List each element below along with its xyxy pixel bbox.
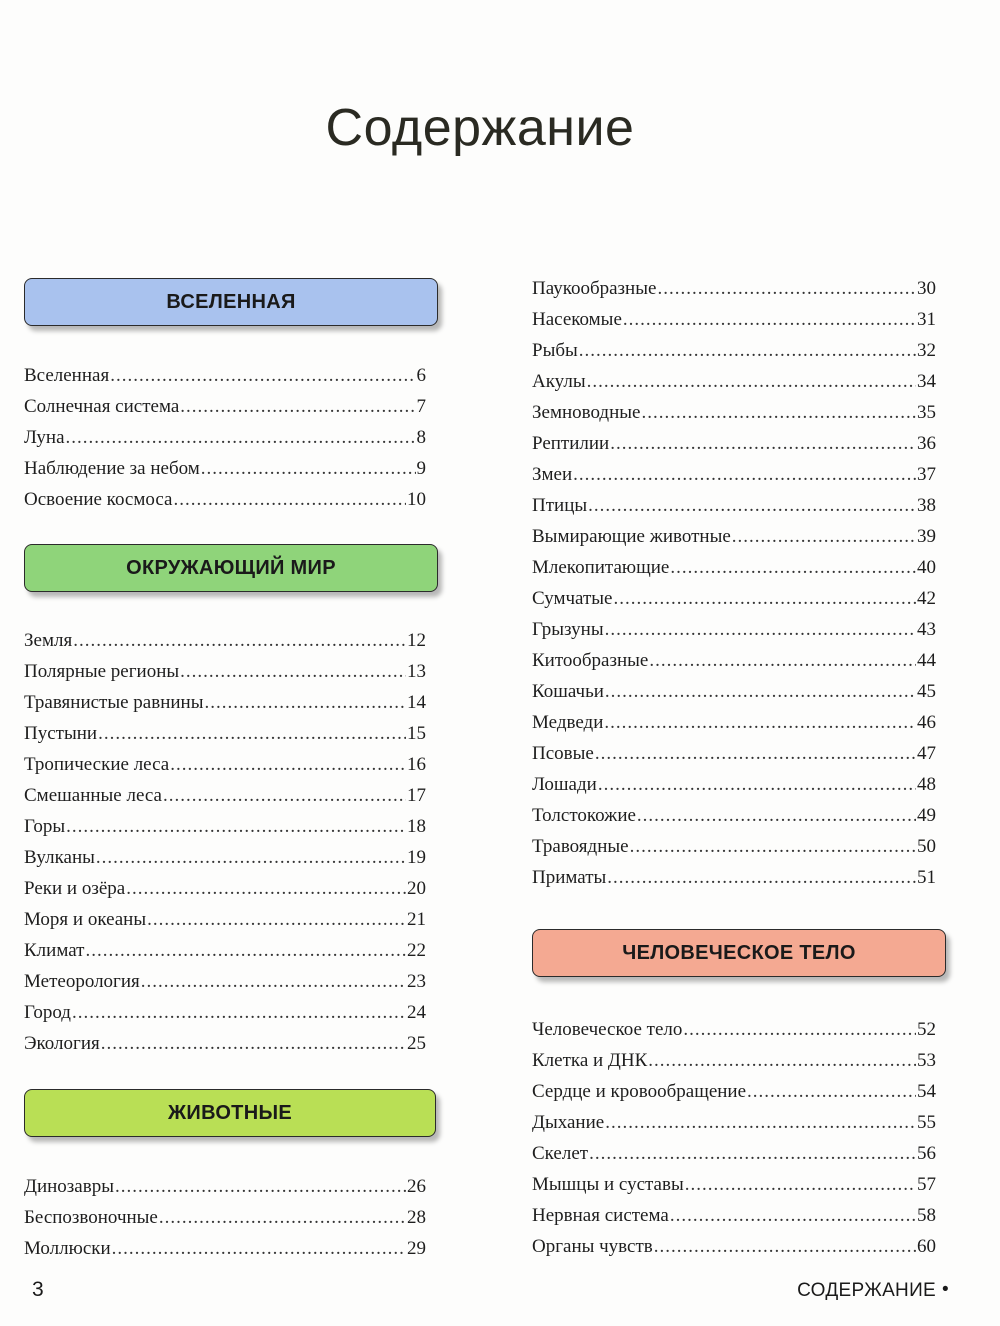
toc-leader-dots: [630, 831, 916, 862]
toc-leader-dots: [732, 521, 916, 552]
toc-leader-dots: [683, 1014, 916, 1045]
toc-leader-dots: [587, 366, 916, 397]
toc-entry[interactable]: [532, 459, 936, 490]
toc-entry-page: 42: [917, 588, 936, 609]
toc-entry[interactable]: [532, 769, 936, 800]
entries-animals: [24, 1171, 426, 1264]
toc-entry[interactable]: [24, 453, 426, 484]
toc-entry[interactable]: [532, 614, 936, 645]
toc-entry-page: 48: [917, 774, 936, 795]
toc-entry-page: 36: [917, 433, 936, 454]
toc-entry-page: 19: [407, 847, 426, 868]
toc-entry[interactable]: [532, 1169, 936, 1200]
toc-leader-dots: [670, 1200, 916, 1231]
toc-entry-page: 8: [416, 427, 426, 448]
toc-entry-title: Реки и озёра: [24, 878, 126, 899]
toc-leader-dots: [141, 966, 406, 997]
toc-entry-page: 30: [917, 278, 936, 299]
toc-leader-dots: [204, 687, 406, 718]
toc-entry-page: 35: [917, 402, 936, 423]
toc-entry-page: 52: [917, 1019, 936, 1040]
toc-entry[interactable]: [24, 780, 426, 811]
toc-entry-page: 46: [917, 712, 936, 733]
toc-entry[interactable]: [24, 935, 426, 966]
toc-entry[interactable]: [532, 1138, 936, 1169]
toc-entry-title: Органы чувств: [532, 1236, 653, 1257]
toc-leader-dots: [605, 676, 916, 707]
toc-leader-dots: [654, 1231, 916, 1262]
section-header-human[interactable]: ЧЕЛОВЕЧЕСКОЕ ТЕЛО: [532, 929, 946, 977]
toc-leader-dots: [637, 800, 916, 831]
toc-entry-title: Скелет: [532, 1143, 589, 1164]
toc-entry-title: Кошачьи: [532, 681, 604, 702]
toc-leader-dots: [649, 645, 916, 676]
toc-leader-dots: [147, 904, 406, 935]
toc-entry-title: Пустыни: [24, 723, 98, 744]
toc-entry-title: Наблюдение за небом: [24, 458, 200, 479]
toc-entry[interactable]: [24, 656, 426, 687]
toc-entry-page: 6: [416, 365, 426, 386]
toc-leader-dots: [159, 1202, 406, 1233]
toc-entry[interactable]: [532, 335, 936, 366]
toc-entry-title: Беспозвоночные: [24, 1207, 158, 1228]
toc-entry-page: 40: [917, 557, 936, 578]
toc-entry[interactable]: [532, 583, 936, 614]
toc-entry[interactable]: [24, 749, 426, 780]
footer-section-label: СОДЕРЖАНИЕ: [797, 1280, 936, 1301]
toc-leader-dots: [201, 453, 416, 484]
entries-animals-continued: [532, 273, 936, 893]
toc-entry[interactable]: [24, 1233, 426, 1264]
toc-leader-dots: [163, 780, 406, 811]
toc-entry[interactable]: [532, 1076, 936, 1107]
toc-entry-title: Травянистые равнины: [24, 692, 204, 713]
toc-entry[interactable]: [532, 304, 936, 335]
toc-entry-title: Насекомые: [532, 309, 622, 330]
toc-entry[interactable]: [532, 645, 936, 676]
toc-entry-page: 57: [917, 1174, 936, 1195]
toc-leader-dots: [648, 1045, 916, 1076]
toc-entry-title: Млекопитающие: [532, 557, 670, 578]
toc-entry[interactable]: [24, 718, 426, 749]
toc-entry-title: Горы: [24, 816, 66, 837]
toc-entry-title: Нервная система: [532, 1205, 669, 1226]
toc-entry-title: Мышцы и суставы: [532, 1174, 684, 1195]
toc-entry[interactable]: [532, 1045, 936, 1076]
toc-leader-dots: [598, 769, 916, 800]
toc-entry-page: 16: [407, 754, 426, 775]
toc-leader-dots: [589, 1138, 916, 1169]
toc-leader-dots: [595, 738, 916, 769]
toc-entry-page: 10: [407, 489, 426, 510]
entries-world: [24, 625, 426, 1059]
toc-entry-page: 28: [407, 1207, 426, 1228]
toc-entry-page: 23: [407, 971, 426, 992]
toc-entry-title: Солнечная система: [24, 396, 180, 417]
toc-entry-title: Город: [24, 1002, 71, 1023]
toc-entry-page: 15: [407, 723, 426, 744]
toc-leader-dots: [579, 335, 916, 366]
toc-entry-title: Паукообразные: [532, 278, 657, 299]
toc-entry-page: 31: [917, 309, 936, 330]
section-header-universe[interactable]: ВСЕЛЕННАЯ: [24, 278, 438, 326]
toc-entry-page: 12: [407, 630, 426, 651]
toc-entry-title: Рыбы: [532, 340, 578, 361]
toc-entry-page: 22: [407, 940, 426, 961]
toc-entry[interactable]: [532, 707, 936, 738]
toc-entry[interactable]: [532, 428, 936, 459]
toc-entry[interactable]: [24, 625, 426, 656]
toc-entry-page: 60: [917, 1236, 936, 1257]
toc-entry-title: Вулканы: [24, 847, 95, 868]
toc-leader-dots: [623, 304, 916, 335]
toc-entry[interactable]: [24, 422, 426, 453]
toc-entry-title: Земля: [24, 630, 73, 651]
toc-entry-page: 53: [917, 1050, 936, 1071]
toc-entry-page: 44: [917, 650, 936, 671]
toc-entry-title: Полярные регионы: [24, 661, 180, 682]
toc-entry[interactable]: [24, 997, 426, 1028]
toc-leader-dots: [73, 625, 406, 656]
page-title: Содержание: [325, 99, 635, 157]
toc-leader-dots: [173, 484, 406, 515]
toc-entry[interactable]: [532, 521, 936, 552]
toc-entry-page: 47: [917, 743, 936, 764]
toc-leader-dots: [66, 422, 416, 453]
toc-leader-dots: [641, 397, 916, 428]
toc-leader-dots: [110, 360, 415, 391]
toc-entry-title: Псовые: [532, 743, 594, 764]
toc-leader-dots: [96, 842, 406, 873]
toc-entry[interactable]: [24, 1171, 426, 1202]
toc-entry-title: Вымирающие животные: [532, 526, 731, 547]
toc-leader-dots: [180, 391, 415, 422]
toc-entry-page: 39: [917, 526, 936, 547]
toc-entry[interactable]: [24, 1028, 426, 1059]
toc-entry-title: Земноводные: [532, 402, 641, 423]
toc-entry-page: 38: [917, 495, 936, 516]
toc-entry[interactable]: [24, 484, 426, 515]
toc-entry[interactable]: [532, 1231, 936, 1262]
footer-page-number: 3: [32, 1278, 44, 1301]
toc-leader-dots: [115, 1171, 406, 1202]
toc-entry-title: Моря и океаны: [24, 909, 147, 930]
toc-leader-dots: [607, 862, 916, 893]
toc-entry-title: Травоядные: [532, 836, 629, 857]
toc-entry-page: 25: [407, 1033, 426, 1054]
toc-entry-page: 26: [407, 1176, 426, 1197]
toc-entry[interactable]: [532, 1107, 936, 1138]
toc-entry-page: 55: [917, 1112, 936, 1133]
toc-entry-title: Китообразные: [532, 650, 649, 671]
toc-entry-title: Клетка и ДНК: [532, 1050, 648, 1071]
toc-leader-dots: [605, 614, 916, 645]
toc-entry-title: Вселенная: [24, 365, 110, 386]
toc-entry[interactable]: [24, 1202, 426, 1233]
toc-entry-page: 58: [917, 1205, 936, 1226]
toc-entry[interactable]: [24, 873, 426, 904]
toc-entry[interactable]: [532, 1200, 936, 1231]
toc-entry-page: 49: [917, 805, 936, 826]
toc-entry[interactable]: [24, 687, 426, 718]
toc-entry[interactable]: [532, 738, 936, 769]
toc-leader-dots: [685, 1169, 916, 1200]
toc-entry[interactable]: [532, 831, 936, 862]
toc-entry-page: 34: [917, 371, 936, 392]
toc-entry[interactable]: [532, 273, 936, 304]
toc-entry-page: 14: [407, 692, 426, 713]
toc-leader-dots: [573, 459, 916, 490]
toc-entry-title: Экология: [24, 1033, 100, 1054]
toc-leader-dots: [72, 997, 406, 1028]
toc-entry[interactable]: [532, 1014, 936, 1045]
toc-entry-page: 50: [917, 836, 936, 857]
toc-entry-title: Динозавры: [24, 1176, 114, 1197]
toc-entry-page: 29: [407, 1238, 426, 1259]
toc-entry-title: Лошади: [532, 774, 597, 795]
toc-entry-page: 13: [407, 661, 426, 682]
toc-entry-page: 56: [917, 1143, 936, 1164]
toc-entry-title: Приматы: [532, 867, 607, 888]
toc-leader-dots: [112, 1233, 406, 1264]
toc-entry[interactable]: [24, 360, 426, 391]
footer-bullet-icon: •: [942, 1279, 949, 1300]
toc-leader-dots: [126, 873, 406, 904]
toc-entry-page: 54: [917, 1081, 936, 1102]
section-header-animals[interactable]: ЖИВОТНЫЕ: [24, 1089, 436, 1137]
toc-entry-title: Человеческое тело: [532, 1019, 683, 1040]
toc-entry-page: 17: [407, 785, 426, 806]
toc-entry-page: 9: [416, 458, 426, 479]
toc-entry-title: Рептилии: [532, 433, 610, 454]
section-header-world[interactable]: ОКРУЖАЮЩИЙ МИР: [24, 544, 438, 592]
toc-entry[interactable]: [532, 490, 936, 521]
toc-entry-page: 20: [407, 878, 426, 899]
toc-entry-title: Климат: [24, 940, 85, 961]
toc-entry-page: 51: [917, 867, 936, 888]
toc-leader-dots: [170, 749, 406, 780]
toc-leader-dots: [66, 811, 406, 842]
toc-leader-dots: [670, 552, 916, 583]
toc-leader-dots: [85, 935, 406, 966]
toc-entry[interactable]: [532, 800, 936, 831]
toc-entry-page: 21: [407, 909, 426, 930]
toc-entry-page: 43: [917, 619, 936, 640]
toc-entry[interactable]: [24, 842, 426, 873]
toc-entry-page: 32: [917, 340, 936, 361]
toc-entry-title: Освоение космоса: [24, 489, 173, 510]
toc-entry[interactable]: [24, 811, 426, 842]
toc-leader-dots: [101, 1028, 406, 1059]
toc-entry[interactable]: [532, 552, 936, 583]
toc-entry-title: Сердце и кровообращение: [532, 1081, 747, 1102]
toc-entry-title: Метеорология: [24, 971, 140, 992]
toc-entry[interactable]: [24, 904, 426, 935]
toc-leader-dots: [98, 718, 406, 749]
toc-leader-dots: [613, 583, 916, 614]
toc-entry-title: Сумчатые: [532, 588, 613, 609]
toc-entry-title: Толстокожие: [532, 805, 636, 826]
toc-entry-title: Медведи: [532, 712, 604, 733]
toc-entry-title: Смешанные леса: [24, 785, 162, 806]
toc-entry-page: 7: [416, 396, 426, 417]
toc-entry-title: Луна: [24, 427, 65, 448]
toc-leader-dots: [610, 428, 916, 459]
toc-entry-title: Акулы: [532, 371, 586, 392]
toc-entry-page: 18: [407, 816, 426, 837]
toc-entry-page: 24: [407, 1002, 426, 1023]
toc-leader-dots: [180, 656, 406, 687]
entries-universe: [24, 360, 426, 515]
toc-leader-dots: [605, 1107, 916, 1138]
toc-leader-dots: [588, 490, 916, 521]
toc-entry-title: Грызуны: [532, 619, 604, 640]
toc-entry-title: Тропические леса: [24, 754, 170, 775]
toc-entry-title: Змеи: [532, 464, 573, 485]
toc-entry[interactable]: [532, 676, 936, 707]
toc-entry-title: Моллюски: [24, 1238, 111, 1259]
toc-entry-title: Птицы: [532, 495, 588, 516]
toc-entry[interactable]: [532, 366, 936, 397]
toc-entry-page: 37: [917, 464, 936, 485]
toc-leader-dots: [604, 707, 916, 738]
toc-leader-dots: [657, 273, 916, 304]
toc-entry[interactable]: [532, 397, 936, 428]
entries-human: [532, 1014, 936, 1262]
toc-entry[interactable]: [24, 391, 426, 422]
toc-entry[interactable]: [24, 966, 426, 997]
toc-leader-dots: [747, 1076, 916, 1107]
toc-entry-page: 45: [917, 681, 936, 702]
toc-entry[interactable]: [532, 862, 936, 893]
toc-entry-title: Дыхание: [532, 1112, 605, 1133]
